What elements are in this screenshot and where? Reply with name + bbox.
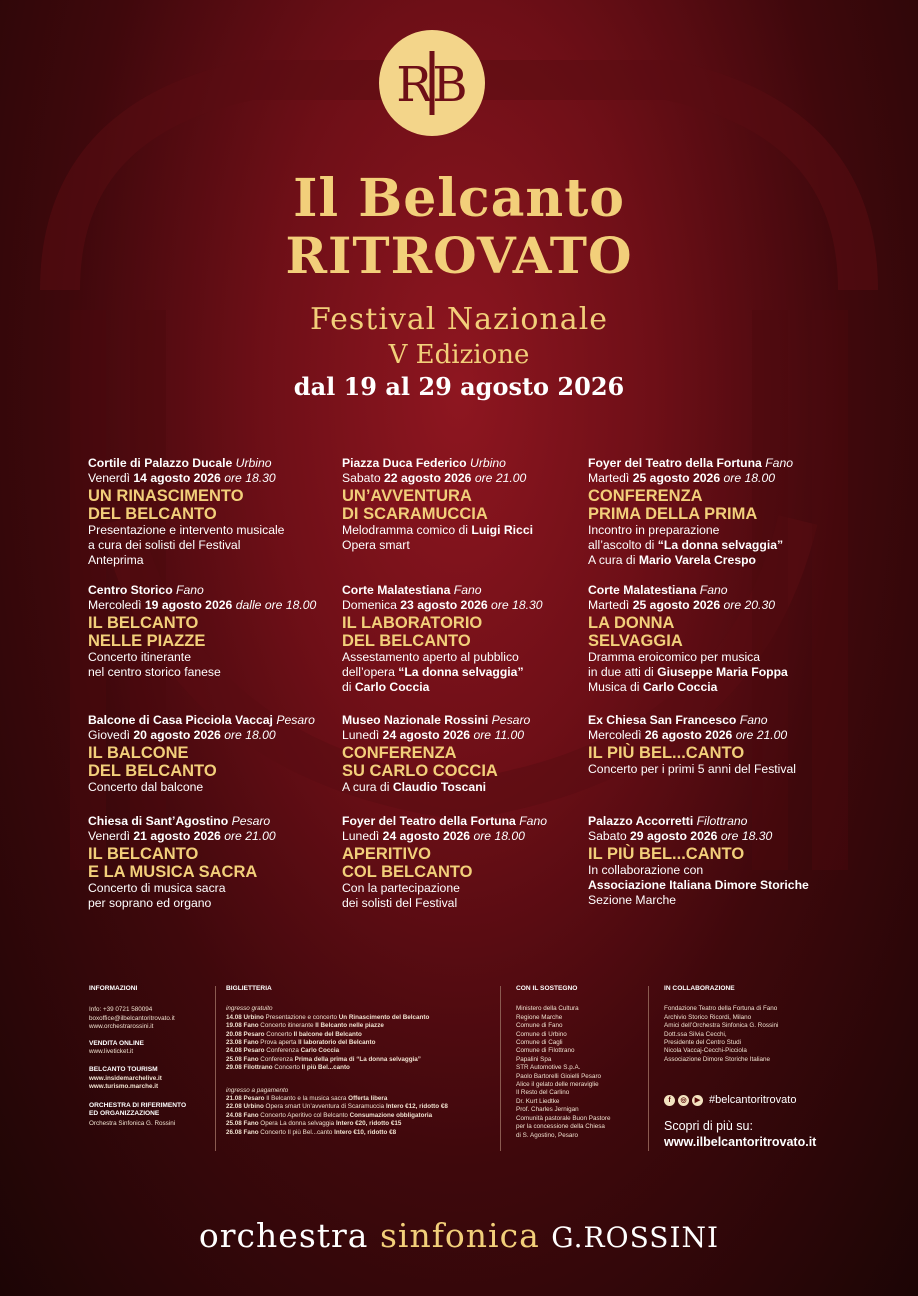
desc-bold: Giuseppe Maria Foppa xyxy=(657,665,788,679)
ticket-date: 25.08 Fano xyxy=(226,1120,259,1128)
event-date: 14 agosto 2026 xyxy=(133,471,221,485)
event-day: Venerdì xyxy=(88,471,131,485)
more-label: Scopri di più su: xyxy=(664,1119,753,1133)
event-block xyxy=(88,583,323,680)
event-title: APERITIVO COL BELCANTO xyxy=(342,845,473,881)
event-day: Martedì xyxy=(588,471,630,485)
desc-text: Con la partecipazione dei solisti del Festival xyxy=(342,881,460,910)
more-info xyxy=(664,1118,816,1150)
title-line-1: Il Belcanto xyxy=(293,168,625,229)
ticket-detail: Intero €20, ridotto €15 xyxy=(335,1120,402,1128)
list-line: Regione Marche xyxy=(516,1013,563,1021)
divider xyxy=(500,986,501,1151)
collaborazione-list xyxy=(664,1005,834,1064)
ticket-row xyxy=(226,1095,496,1103)
event-day: Lunedì xyxy=(342,829,380,843)
desc-text: Musica di xyxy=(588,680,640,694)
tourism-link-1[interactable]: www.insidemarchelive.it xyxy=(89,1074,162,1082)
ticket-date: 20.08 Pesaro xyxy=(226,1030,265,1038)
event-description xyxy=(342,780,577,795)
festival-dates: dal 19 al 29 agosto 2026 xyxy=(293,372,625,401)
ticket-date: 29.08 Filottrano xyxy=(226,1064,273,1072)
list-line: Papalini Spa xyxy=(516,1055,552,1063)
event-datetime xyxy=(342,471,577,486)
event-block xyxy=(342,814,577,911)
event-title: CONFERENZA SU CARLO COCCIA xyxy=(342,744,498,780)
desc-text: di xyxy=(342,680,352,694)
ticket-text: Conferenza xyxy=(264,1047,301,1055)
event-venue xyxy=(588,713,823,728)
event-description xyxy=(588,863,823,908)
event-date: 26 agosto 2026 xyxy=(644,728,733,742)
event-description xyxy=(588,762,823,777)
event-title: LA DONNA SELVAGGIA xyxy=(588,614,683,650)
event-date: 19 agosto 2026 xyxy=(144,598,233,612)
desc-text: Concerto dal balcone xyxy=(88,780,204,794)
free-list xyxy=(226,1014,496,1073)
event-time: ore 18.30 xyxy=(224,471,276,485)
paid-label: ingresso a pagamento xyxy=(226,1086,289,1094)
ticket-text: Conferenza xyxy=(258,1055,295,1063)
ticket-detail: Il laboratorio del Belcanto xyxy=(298,1039,376,1047)
list-line: Comunità pastorale Buon Pastore xyxy=(516,1114,611,1122)
list-line: Amici dell’Orchestra Sinfonica G. Rossini xyxy=(664,1022,779,1030)
orchestra-heading-1: ORCHESTRA DI RIFERIMENTO xyxy=(89,1101,187,1109)
list-line: Dott.ssa Silvia Cecchi, xyxy=(664,1030,727,1038)
event-time: ore 18.30 xyxy=(491,598,543,612)
monogram-icon xyxy=(392,43,472,123)
ticket-detail: Prima della prima di “La donna selvaggia” xyxy=(294,1055,421,1063)
youtube-icon[interactable]: ▶ xyxy=(692,1095,703,1106)
event-datetime xyxy=(588,829,823,844)
facebook-icon[interactable]: f xyxy=(664,1095,675,1106)
tourism-heading: BELCANTO TOURISM xyxy=(89,1066,158,1074)
info-website[interactable]: www.orchestrarossini.it xyxy=(89,1023,154,1031)
venue-city: Fano xyxy=(765,456,793,470)
event-title: IL LABORATORIO DEL BELCANTO xyxy=(342,614,483,650)
event-date: 24 agosto 2026 xyxy=(382,829,471,843)
event-day: Venerdì xyxy=(88,829,131,843)
free-label: ingresso gratuito xyxy=(226,1005,273,1013)
event-datetime xyxy=(342,829,577,844)
event-day: Domenica xyxy=(342,598,397,612)
ticket-date: 23.08 Fano xyxy=(226,1039,259,1047)
event-block xyxy=(342,583,577,695)
list-line: Comune di Filottrano xyxy=(516,1047,575,1055)
venue-name: Ex Chiesa San Francesco xyxy=(588,713,737,727)
event-title: CONFERENZA PRIMA DELLA PRIMA xyxy=(588,487,758,523)
event-time: ore 18.00 xyxy=(473,829,525,843)
event-description xyxy=(588,650,823,695)
event-description xyxy=(342,881,577,911)
ticket-detail: Il più Bel...canto xyxy=(301,1064,350,1072)
event-date: 29 agosto 2026 xyxy=(630,829,718,843)
ticket-detail: Offerta libera xyxy=(348,1095,388,1103)
event-datetime xyxy=(342,728,577,743)
venue-city: Filottrano xyxy=(696,814,748,828)
event-day: Sabato xyxy=(588,829,627,843)
ticket-text: Concerto Il più Bel...canto xyxy=(258,1128,335,1136)
event-date: 22 agosto 2026 xyxy=(384,471,472,485)
venue-name: Palazzo Accorretti xyxy=(588,814,694,828)
ticket-date: 14.08 Urbino xyxy=(226,1013,264,1021)
event-time: ore 18.00 xyxy=(723,471,775,485)
ticket-text: Concerto xyxy=(264,1030,294,1038)
rossini-word: G.ROSSINI xyxy=(551,1221,720,1254)
event-description xyxy=(88,523,323,568)
sostegno-column xyxy=(516,985,641,1140)
desc-text: Dramma eroicomico per musica in due atti di xyxy=(588,650,761,679)
event-description xyxy=(88,881,323,911)
desc-bold: Carlo Coccia xyxy=(354,680,430,694)
event-datetime xyxy=(88,829,323,844)
ticket-text: Opera La donna selvaggia xyxy=(258,1120,336,1128)
desc-text: Melodramma comico di xyxy=(342,523,472,537)
event-day: Mercoledì xyxy=(88,598,142,612)
event-day: Mercoledì xyxy=(588,728,642,742)
ticket-date: 21.08 Pesaro xyxy=(226,1095,265,1103)
ticket-text: Prova aperta xyxy=(258,1039,299,1047)
sinfonica-word: sinfonica xyxy=(379,1216,540,1255)
event-venue xyxy=(342,583,577,598)
event-venue xyxy=(342,456,577,471)
event-venue xyxy=(588,456,823,471)
sostegno-heading: CON IL SOSTEGNO xyxy=(516,985,578,992)
event-time: ore 18.00 xyxy=(224,728,276,742)
event-time: ore 21.00 xyxy=(224,829,276,843)
venue-city: Fano xyxy=(176,583,204,597)
event-description xyxy=(588,523,823,568)
desc-bold: Associazione Italiana Dimore Storiche xyxy=(588,878,809,892)
ticket-row xyxy=(226,1022,496,1030)
desc-text: A cura di xyxy=(342,780,393,794)
list-line: STR Automotive S.p.A. xyxy=(516,1064,581,1072)
svg-text:RB: RB xyxy=(396,57,468,113)
biglietteria-column xyxy=(226,985,496,1137)
event-title: UN RINASCIMENTO DEL BELCANTO xyxy=(88,487,244,523)
event-datetime xyxy=(88,728,323,743)
list-line: Prof. Charles Jernigan xyxy=(516,1106,579,1114)
ticket-date: 24.08 Fano xyxy=(226,1111,259,1119)
event-title: IL PIÙ BEL...CANTO xyxy=(588,744,745,762)
event-datetime xyxy=(588,728,823,743)
ticket-date: 24.08 Pesaro xyxy=(226,1047,265,1055)
desc-bold: “La donna selvaggia” xyxy=(398,665,524,679)
orchestra-footer xyxy=(0,1216,918,1255)
ticket-row xyxy=(226,1112,496,1120)
event-block xyxy=(88,713,323,795)
ticket-row xyxy=(226,1056,496,1064)
ticket-date: 26.08 Fano xyxy=(226,1128,259,1136)
event-date: 20 agosto 2026 xyxy=(133,728,221,742)
event-venue xyxy=(88,713,323,728)
venue-name: Balcone di Casa Picciola Vaccaj xyxy=(88,713,273,727)
sostegno-list xyxy=(516,1005,641,1140)
title-line-2: RITROVATO xyxy=(285,226,633,285)
ticket-detail: Il Belcanto nelle piazze xyxy=(315,1022,384,1030)
list-line: Il Resto del Carlino xyxy=(516,1089,570,1097)
edition-label: V Edizione xyxy=(388,340,530,370)
venue-name: Chiesa di Sant’Agostino xyxy=(88,814,229,828)
ticket-row xyxy=(226,1064,496,1072)
venue-name: Museo Nazionale Rossini xyxy=(342,713,489,727)
venue-city: Fano xyxy=(739,713,768,727)
social-links xyxy=(664,1094,796,1106)
info-heading: INFORMAZIONI xyxy=(89,985,138,992)
venue-name: Foyer del Teatro della Fortuna xyxy=(588,456,762,470)
event-title: IL PIÙ BEL...CANTO xyxy=(588,845,745,863)
collaborazione-heading: IN COLLABORAZIONE xyxy=(664,985,735,992)
list-line: per la concessione della Chiesa xyxy=(516,1123,605,1131)
list-line: Ministero della Cultura xyxy=(516,1005,579,1013)
event-date: 24 agosto 2026 xyxy=(382,728,471,742)
event-block xyxy=(588,583,823,695)
list-line: Associazione Dimore Storiche Italiane xyxy=(664,1055,771,1063)
event-title: IL BALCONE DEL BELCANTO xyxy=(88,744,217,780)
ticket-text: Presentazione e concerto xyxy=(263,1013,339,1021)
event-block xyxy=(342,456,577,553)
hashtag: #belcantoritrovato xyxy=(709,1094,797,1106)
event-venue xyxy=(342,713,577,728)
event-block xyxy=(88,814,323,911)
info-email[interactable]: boxoffice@ilbelcantoritrovato.it xyxy=(89,1014,175,1022)
event-time: ore 21.00 xyxy=(735,728,788,742)
event-day: Sabato xyxy=(342,471,381,485)
ticket-text: Concerto Aperitivo col Belcanto xyxy=(258,1111,350,1119)
ticket-date: 22.08 Urbino xyxy=(226,1103,264,1111)
event-block xyxy=(88,456,323,568)
festival-subtitle: Festival Nazionale xyxy=(309,302,609,337)
venue-name: Centro Storico xyxy=(88,583,173,597)
event-description xyxy=(342,523,577,553)
list-line: Presidente del Centro Studi xyxy=(664,1039,742,1047)
ticket-row xyxy=(226,1047,496,1055)
biglietteria-heading: BIGLIETTERIA xyxy=(226,985,272,992)
venue-city: Fano xyxy=(699,583,728,597)
ticket-text: Il Belcanto e la musica sacra xyxy=(264,1095,349,1103)
desc-text: Concerto di musica sacra per soprano ed organo xyxy=(88,881,226,910)
tourism-link-2[interactable]: www.turismo.marche.it xyxy=(89,1083,159,1091)
event-date: 25 agosto 2026 xyxy=(632,598,721,612)
list-line: Comune di Fano xyxy=(516,1022,563,1030)
venue-name: Foyer del Teatro della Fortuna xyxy=(342,814,516,828)
website-link[interactable]: www.ilbelcantoritrovato.it xyxy=(664,1135,817,1149)
desc-bold: “La donna selvaggia” xyxy=(657,538,784,552)
ticket-row xyxy=(226,1103,496,1111)
desc-bold: Mario Varela Crespo xyxy=(638,553,756,567)
event-block xyxy=(588,713,823,777)
list-line: Alice il gelato delle meraviglie xyxy=(516,1081,599,1089)
ticket-detail: Un Rinascimento del Belcanto xyxy=(338,1013,430,1021)
divider xyxy=(215,986,216,1151)
event-day: Lunedì xyxy=(342,728,380,742)
event-time: dalle ore 18.00 xyxy=(235,598,317,612)
event-venue xyxy=(588,814,823,829)
event-venue xyxy=(88,814,323,829)
venue-name: Cortile di Palazzo Ducale xyxy=(88,456,233,470)
ticket-row xyxy=(226,1129,496,1137)
list-line: di S. Agostino, Pesaro xyxy=(516,1131,578,1139)
festival-logo xyxy=(379,30,485,136)
ticket-detail: Consumazione obbligatoria xyxy=(349,1111,433,1119)
venue-name: Piazza Duca Federico xyxy=(342,456,467,470)
list-line: Archivio Storico Ricordi, Milano xyxy=(664,1013,752,1021)
ticket-row xyxy=(226,1120,496,1128)
venue-city: Pesaro xyxy=(491,713,531,727)
event-time: ore 11.00 xyxy=(473,728,525,742)
venue-city: Fano xyxy=(519,814,547,828)
event-time: ore 21.00 xyxy=(474,471,527,485)
ticket-text: Opera smart Un’avventura di Scaramuccia xyxy=(263,1103,386,1111)
desc-text: Sezione Marche xyxy=(588,893,677,907)
desc-bold: Luigi Ricci xyxy=(471,523,533,537)
info-phone: Info: +39 0721 580094 xyxy=(89,1006,153,1014)
venue-city: Fano xyxy=(453,583,482,597)
event-date: 23 agosto 2026 xyxy=(400,598,488,612)
venue-city: Pesaro xyxy=(231,814,271,828)
venue-city: Pesaro xyxy=(276,713,315,727)
info-column xyxy=(89,985,209,1129)
list-line: Nicola Vaccaj-Cecchi-Picciola xyxy=(664,1047,747,1055)
event-description xyxy=(88,780,323,795)
event-date: 21 agosto 2026 xyxy=(133,829,221,843)
divider xyxy=(648,986,649,1151)
event-datetime xyxy=(88,598,323,613)
ticket-date: 19.08 Fano xyxy=(226,1022,259,1030)
orchestra-word: orchestra xyxy=(198,1216,369,1255)
ticket-text: Concerto itinerante xyxy=(258,1022,316,1030)
list-line: Comune di Urbino xyxy=(516,1030,567,1038)
event-block xyxy=(588,814,823,908)
list-line: Comune di Cagli xyxy=(516,1039,563,1047)
ticket-detail: Il balcone del Belcanto xyxy=(293,1030,362,1038)
venue-city: Urbino xyxy=(470,456,506,470)
event-time: ore 20.30 xyxy=(723,598,775,612)
event-description xyxy=(342,650,577,695)
event-time: ore 18.30 xyxy=(720,829,773,843)
venue-name: Corte Malatestiana xyxy=(342,583,451,597)
event-datetime xyxy=(88,471,323,486)
event-title: IL BELCANTO NELLE PIAZZE xyxy=(88,614,206,650)
event-description xyxy=(88,650,323,680)
ticket-detail: Intero €12, ridotto €8 xyxy=(385,1103,448,1111)
event-datetime xyxy=(342,598,577,613)
event-date: 25 agosto 2026 xyxy=(632,471,721,485)
ticket-row xyxy=(226,1014,496,1022)
desc-bold: Claudio Toscani xyxy=(392,780,487,794)
event-day: Martedì xyxy=(588,598,630,612)
event-venue xyxy=(588,583,823,598)
orchestra-line: Orchestra Sinfonica G. Rossini xyxy=(89,1120,176,1128)
vendita-link[interactable]: www.liveticket.it xyxy=(89,1048,134,1056)
list-line: Paolo Bartorelli Gioielli Pesaro xyxy=(516,1072,602,1080)
ticket-detail: Carlo Coccia xyxy=(300,1047,340,1055)
collaborazione-column xyxy=(664,985,834,1064)
venue-name: Corte Malatestiana xyxy=(588,583,697,597)
event-title: IL BELCANTO E LA MUSICA SACRA xyxy=(88,845,258,881)
desc-text: Assestamento aperto al pubblico dell’opera xyxy=(342,650,519,679)
desc-text: Opera smart xyxy=(342,538,410,552)
instagram-icon[interactable]: ◎ xyxy=(678,1095,689,1106)
event-venue xyxy=(88,583,323,598)
event-venue xyxy=(342,814,577,829)
ticket-detail: Intero €10, ridotto €8 xyxy=(334,1128,397,1136)
list-line: Fondazione Teatro della Fortuna di Fano xyxy=(664,1005,778,1013)
desc-text: Concerto per i primi 5 anni del Festival xyxy=(588,762,796,776)
list-line: Dr. Kurt Liedtke xyxy=(516,1097,560,1105)
ticket-row xyxy=(226,1039,496,1047)
event-title: UN’AVVENTURA DI SCARAMUCCIA xyxy=(342,487,488,523)
desc-text: Concerto itinerante nel centro storico fanese xyxy=(88,650,221,679)
desc-text: In collaborazione con xyxy=(588,863,704,877)
desc-text: Presentazione e intervento musicale a cura dei solisti del Festival Anteprima xyxy=(88,523,285,567)
event-block xyxy=(588,456,823,568)
event-datetime xyxy=(588,598,823,613)
event-block xyxy=(342,713,577,795)
vendita-heading: VENDITA ONLINE xyxy=(89,1039,144,1047)
desc-text: Incontro in preparazione all’ascolto di xyxy=(588,523,720,552)
ticket-text: Concerto xyxy=(272,1064,302,1072)
desc-text: A cura di xyxy=(588,553,636,567)
paid-list xyxy=(226,1095,496,1137)
event-day: Giovedì xyxy=(88,728,131,742)
event-venue xyxy=(88,456,323,471)
venue-city: Urbino xyxy=(235,456,272,470)
ticket-row xyxy=(226,1031,496,1039)
ticket-date: 25.08 Fano xyxy=(226,1055,259,1063)
orchestra-heading-2: ED ORGANIZZAZIONE xyxy=(89,1110,160,1118)
desc-bold: Carlo Coccia xyxy=(642,680,718,694)
event-datetime xyxy=(588,471,823,486)
